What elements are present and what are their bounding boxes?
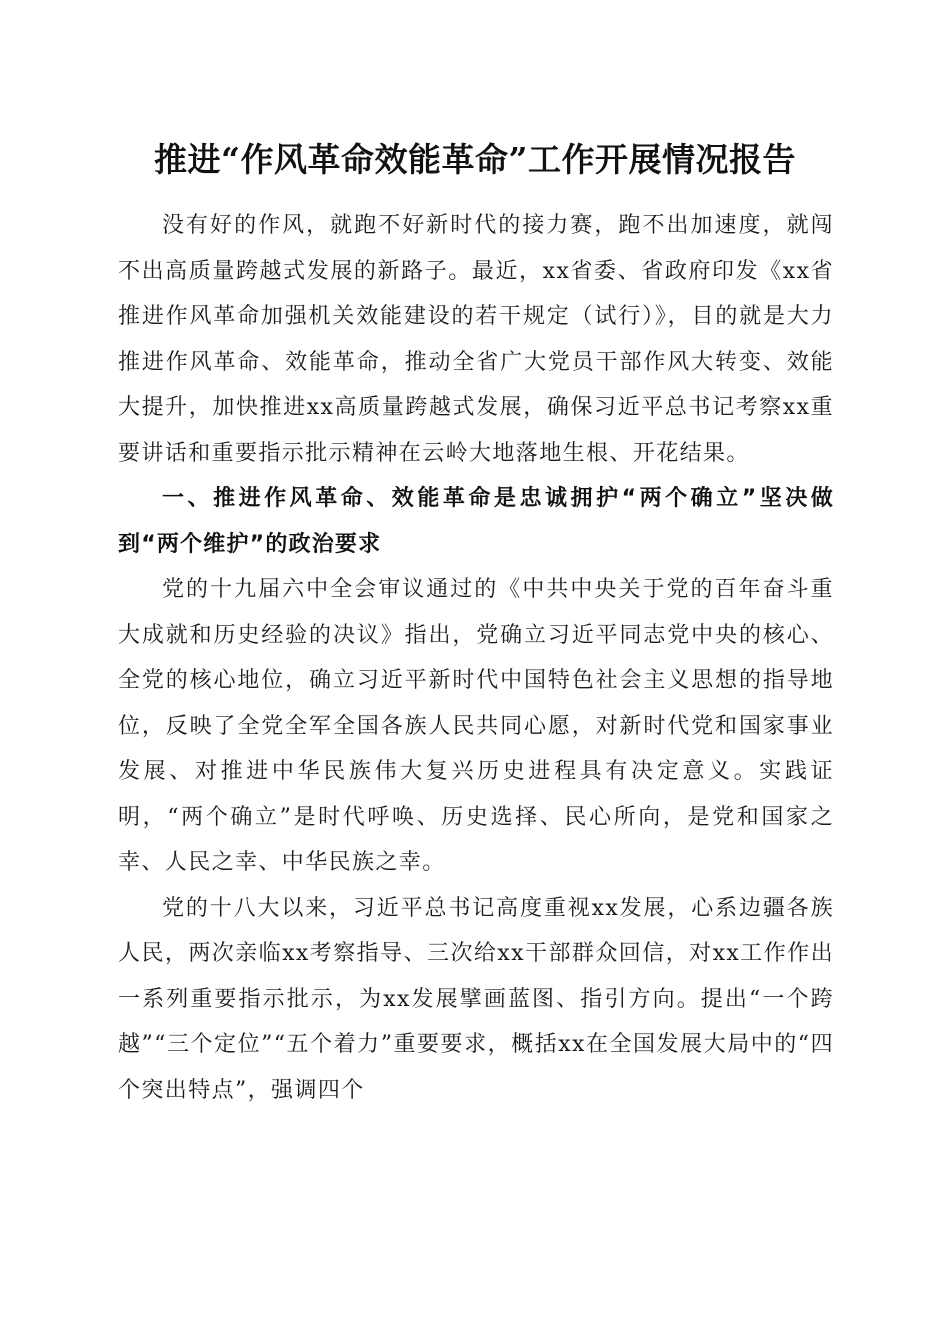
- body-paragraph-1: 党的十九届六中全会审议通过的《中共中央关于党的百年奋斗重大成就和历史经验的决议》指出，党确立习近平同志党中央的核心、全党的核心地位，确立习近平新时代中国特色社会主义思想的指导地位，反映了全党全军全国各族人民共同心愿，对新时代党和国家事业发展、对推进中华民族伟大复兴历史进程具有决定意义。实践证明，“两个确立”是时代呼唤、历史选择、民心所向，是党和国家之幸、人民之幸、中华民族之幸。: [118, 577, 834, 875]
- body-paragraph-2: 党的十八大以来，习近平总书记高度重视xx发展，心系边疆各族人民，两次亲临xx考察指导、三次给xx干部群众回信，对xx工作作出一系列重要指示批示，为xx发展擘画蓝图、指引方向。提出“一个跨越”“三个定位”“五个着力”重要要求，概括xx在全国发展大局中的“四个突出特点”，强调四个: [118, 895, 834, 1103]
- section-heading-1: 一、推进作风革命、效能革命是忠诚拥护“两个确立”坚决做到“两个维护”的政治要求: [118, 486, 834, 557]
- page-title: 推进“作风革命效能革命”工作开展情况报告: [154, 140, 796, 179]
- intro-paragraph: 没有好的作风，就跑不好新时代的接力赛，跑不出加速度，就闯不出高质量跨越式发展的新路子。最近，xx省委、省政府印发《xx省推进作风革命加强机关效能建设的若干规定（试行）》，目的就是大力推进作风革命、效能革命，推动全省广大党员干部作风大转变、效能大提升，加快推进xx高质量跨越式发展，确保习近平总书记考察xx重要讲话和重要指示批示精神在云岭大地落地生根、开花结果。: [118, 213, 834, 466]
- document-body: [118, 203, 834, 1113]
